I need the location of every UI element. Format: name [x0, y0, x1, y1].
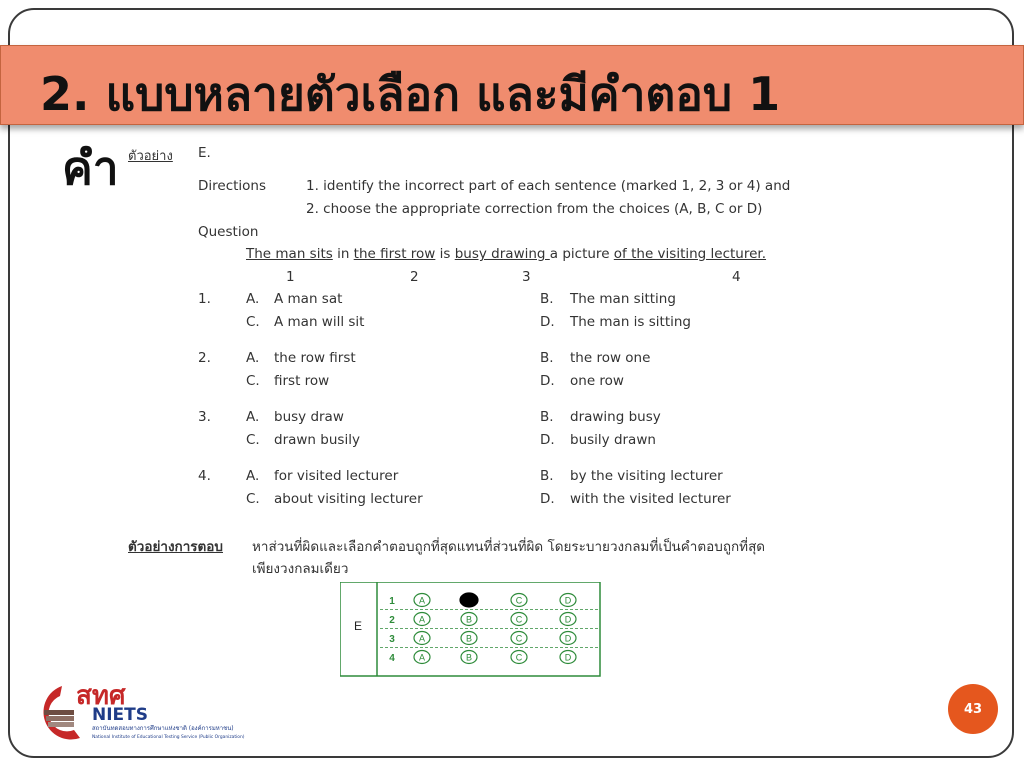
question-number: 1.: [198, 291, 211, 307]
option-c: [246, 373, 329, 389]
option-text: the row one: [570, 350, 651, 366]
option-letter: B.: [540, 291, 554, 307]
sentence-part-3: busy drawing: [454, 246, 550, 262]
logo-thai-abbr: สทศ: [76, 681, 126, 711]
option-c: [246, 491, 423, 507]
logo-book: [46, 716, 74, 721]
option-text: drawing busy: [570, 409, 661, 425]
option-a: [246, 350, 356, 366]
option-letter: A.: [246, 468, 260, 484]
option-text: A man sat: [274, 291, 343, 307]
example-letter: E.: [198, 145, 211, 161]
answer-bubble-label: C: [515, 652, 523, 663]
option-letter: C.: [246, 314, 260, 330]
option-text: drawn busily: [274, 432, 360, 448]
answer-bubble-label: A: [418, 652, 426, 663]
answer-example-label: ตัวอย่างการตอบ: [128, 539, 223, 555]
answer-sheet: [340, 582, 602, 678]
answer-bubble-label: D: [564, 652, 572, 663]
answer-bubble-label: B: [465, 652, 473, 663]
slide-title-wrap: คำ: [62, 141, 119, 195]
option-text: with the visited lecturer: [570, 491, 731, 507]
example-label: ตัวอย่าง: [128, 149, 173, 164]
direction-1: 1. identify the incorrect part of each sentence (marked 1, 2, 3 or 4) and: [306, 178, 791, 194]
option-letter: B.: [540, 350, 554, 366]
logo-english-name: National Institute of Educational Testing Service (Public Organization): [92, 735, 245, 740]
answer-row-number: 4: [389, 653, 395, 664]
option-letter: C.: [246, 432, 260, 448]
answer-bubble-label: C: [515, 633, 523, 644]
answer-bubble-b[interactable]: [460, 593, 478, 607]
logo-brand: NIETS: [92, 705, 149, 725]
part-mark-3: 3: [522, 269, 531, 285]
answer-bubble-label: A: [418, 633, 426, 644]
part-mark-2: 2: [410, 269, 419, 285]
option-b: [540, 291, 676, 307]
answer-bubble-label: D: [564, 614, 572, 625]
option-d: [540, 314, 691, 330]
answer-bubble-label: C: [515, 614, 523, 625]
option-text: busily drawn: [570, 432, 656, 448]
sentence-sep-1: in: [332, 246, 354, 262]
answer-bubble-label: B: [465, 614, 473, 625]
option-b: [540, 409, 661, 425]
answer-instruction-line-1: หาส่วนที่ผิดและเลือกคำตอบถูกที่สุดแทนที่ส่วนที่ผิด โดยระบายวงกลมที่เป็นคำตอบถูกที่สุด: [252, 539, 766, 555]
option-b: [540, 350, 650, 366]
option-text: busy draw: [274, 409, 344, 425]
option-a: [246, 468, 398, 484]
sentence-sep-2: is: [435, 246, 455, 262]
part-mark-1: 1: [286, 269, 295, 285]
option-letter: A.: [246, 291, 260, 307]
sentence-part-2: the first row: [353, 246, 436, 262]
option-letter: D.: [540, 314, 555, 330]
sentence-part-4: of the visiting lecturer.: [613, 246, 767, 262]
option-text: the row first: [274, 350, 356, 366]
option-a: [246, 291, 342, 307]
option-text: The man is sitting: [570, 314, 691, 330]
question-number: 4.: [198, 468, 211, 484]
option-letter: B.: [540, 468, 554, 484]
option-letter: A.: [246, 409, 260, 425]
answer-bubble-label: A: [418, 614, 426, 625]
niets-logo: [34, 680, 274, 750]
logo-thai-name: สถาบันทดสอบทางการศึกษาแห่งชาติ (องค์การมหาชน): [92, 725, 234, 732]
option-d: [540, 491, 731, 507]
option-d: [540, 373, 624, 389]
answer-bubble-label: D: [564, 595, 572, 606]
answer-sheet-letter: E: [353, 619, 363, 633]
option-a: [246, 409, 344, 425]
option-letter: C.: [246, 373, 260, 389]
question-number: 2.: [198, 350, 211, 366]
option-text: for visited lecturer: [274, 468, 399, 484]
answer-row-number: 3: [389, 634, 395, 645]
logo-book: [48, 722, 74, 727]
answer-row-number: 1: [389, 596, 395, 607]
option-text: The man sitting: [570, 291, 676, 307]
logo-book: [44, 710, 74, 715]
question-sentence: [246, 246, 766, 262]
option-c: [246, 432, 360, 448]
option-letter: B.: [540, 409, 554, 425]
option-text: about visiting lecturer: [274, 491, 423, 507]
option-text: one row: [570, 373, 624, 389]
sentence-part-1: The man sits: [246, 246, 333, 262]
answer-row-number: 2: [389, 615, 395, 626]
answer-bubble-label: D: [564, 633, 572, 644]
option-text: by the visiting lecturer: [570, 468, 723, 484]
option-text: A man will sit: [274, 314, 365, 330]
option-letter: D.: [540, 373, 555, 389]
answer-instruction-line-2: เพียงวงกลมเดียว: [252, 561, 349, 577]
answer-bubble-label: B: [465, 633, 473, 644]
question-number: 3.: [198, 409, 211, 425]
option-c: [246, 314, 364, 330]
question-label: Question: [198, 224, 259, 240]
slide-title: 2. แบบหลายตัวเลือก และมีคำตอบ 1: [40, 67, 781, 121]
direction-2: 2. choose the appropriate correction from the choices (A, B, C or D): [306, 201, 763, 217]
option-d: [540, 432, 656, 448]
page-number-badge: 43: [948, 684, 998, 734]
answer-bubble-label: C: [515, 595, 523, 606]
option-letter: D.: [540, 491, 555, 507]
sentence-sep-3: a picture: [549, 246, 614, 262]
option-b: [540, 468, 723, 484]
option-letter: D.: [540, 432, 555, 448]
directions-label: Directions: [198, 178, 267, 194]
part-mark-4: 4: [732, 269, 741, 285]
option-letter: C.: [246, 491, 260, 507]
answer-bubble-label: A: [418, 595, 426, 606]
option-letter: A.: [246, 350, 260, 366]
option-text: first row: [274, 373, 330, 389]
